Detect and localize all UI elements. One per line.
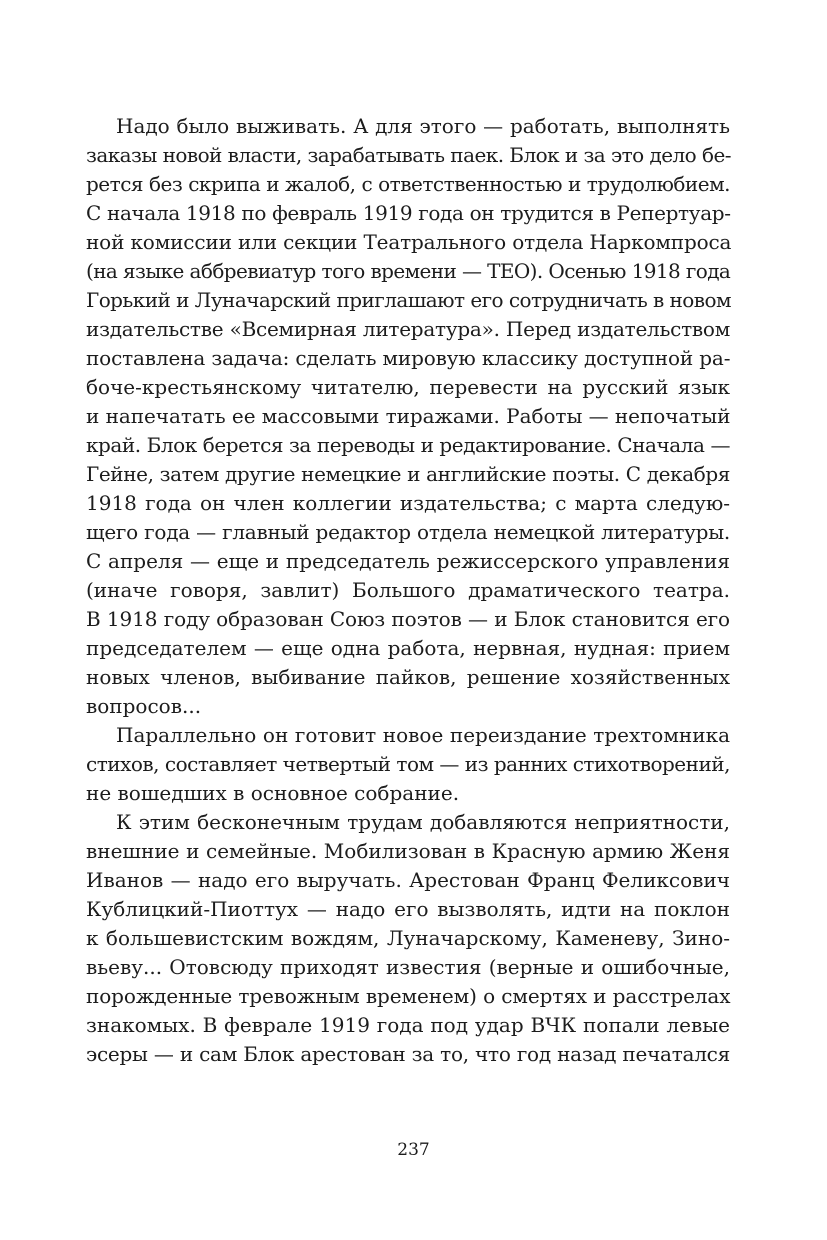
- text-line: не вошедших в основное собрание.: [86, 781, 460, 805]
- text-line: к большевистским вождям, Луначарскому, Каменеву, Зино-: [86, 926, 730, 950]
- paragraph: [86, 721, 730, 808]
- text-line: вьеву... Отовсюду приходят известия (верные и ошибочные,: [86, 955, 730, 979]
- text-line: новых членов, выбивание пайков, решение хозяйственных: [86, 665, 730, 689]
- text-line: поставлена задача: сделать мировую классику доступной ра-: [86, 346, 731, 370]
- paragraph: [86, 112, 730, 721]
- text-line: Гейне, затем другие немецкие и английские поэты. С декабря: [86, 462, 730, 486]
- text-line: край. Блок берется за переводы и редактирование. Сначала —: [86, 433, 730, 457]
- text-line: Кублицкий-Пиоттух — надо его вызволять, идти на поклон: [86, 897, 730, 921]
- text-line: (иначе говоря, завлит) Большого драматического театра.: [86, 578, 730, 602]
- text-line: Параллельно он готовит новое переиздание трехтомника: [116, 723, 730, 747]
- text-line: Горький и Луначарский приглашают его сотрудничать в новом: [86, 288, 731, 312]
- text-line: заказы новой власти, зарабатывать паек. Блок и за это дело бе-: [86, 143, 731, 167]
- body-text: [86, 112, 730, 1069]
- text-line: издательстве «Всемирная литература». Перед издательством: [86, 317, 730, 341]
- text-line: К этим бесконечным трудам добавляются неприятности,: [116, 810, 730, 834]
- text-line: щего года — главный редактор отдела немецкой литературы.: [86, 520, 730, 544]
- text-line: стихов, составляет четвертый том — из ранних стихотворений,: [86, 752, 730, 776]
- text-line: председателем — еще одна работа, нервная, нудная: прием: [86, 636, 730, 660]
- paragraph: [86, 808, 730, 1069]
- text-line: С начала 1918 по февраль 1919 года он трудится в Репертуар-: [86, 201, 731, 225]
- text-line: эсеры — и сам Блок арестован за то, что год назад печатался: [86, 1042, 730, 1066]
- text-line: боче-крестьянскому читателю, перевести на русский язык: [86, 375, 730, 399]
- text-line: вопросов...: [86, 694, 202, 718]
- page-number: 237: [397, 1140, 430, 1160]
- text-line: 1918 года он член коллегии издательства; с марта следую-: [86, 491, 730, 515]
- text-line: Надо было выживать. А для этого — работать, выполнять: [116, 114, 730, 138]
- text-line: рется без скрипа и жалоб, с ответственностью и трудолюбием.: [86, 172, 730, 196]
- text-line: порожденные тревожным временем) о смертях и расстрелах: [86, 984, 731, 1008]
- text-line: внешние и семейные. Мобилизован в Красную армию Женя: [86, 839, 730, 863]
- text-line: знакомых. В феврале 1919 года под удар ВЧК попали левые: [86, 1013, 730, 1037]
- text-line: В 1918 году образован Союз поэтов — и Блок становится его: [86, 607, 730, 631]
- text-line: (на языке аббревиатур того времени — ТЕО). Осенью 1918 года: [86, 259, 731, 283]
- text-line: С апреля — еще и председатель режиссерского управления: [86, 549, 730, 573]
- text-line: Иванов — надо его выручать. Арестован Франц Феликсович: [86, 868, 730, 892]
- text-line: ной комиссии или секции Театрального отдела Наркомпроса: [86, 230, 732, 254]
- text-line: и напечатать ее массовыми тиражами. Работы — непочатый: [86, 404, 731, 428]
